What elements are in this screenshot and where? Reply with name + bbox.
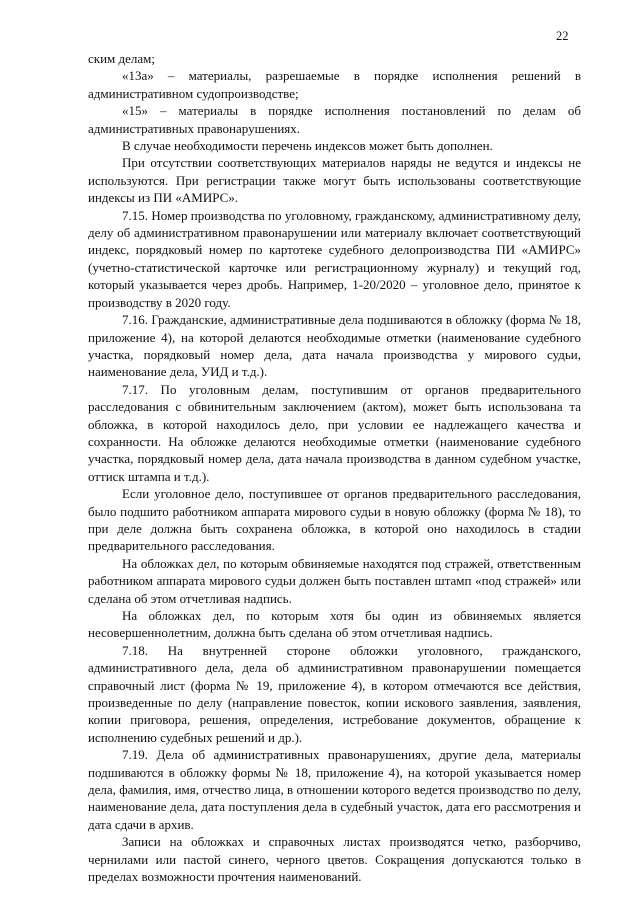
paragraph-records: Записи на обложках и справочных листах производятся четко, разборчиво, чернилами или пастой синего, черного цветов. Сокращения допускаются только в пределах возможности прочтения наименований.: [88, 834, 581, 885]
page-number: 22: [556, 29, 569, 43]
paragraph-7-18: 7.18. На внутренней стороне обложки уголовного, гражданского, административного дела, дела об административном правонарушении помещается справочный лист (форма № 19, приложение 4), в котором отмечаются все действия, произведенные по делу (направление повесток, копии искового заявления, заявления, копии приговора, решения, определения, истребование документов, обращение к исполнению судебных решений и др.).: [88, 642, 581, 745]
paragraph-7-19: 7.19. Дела об административных правонарушениях, другие дела, материалы подшиваются в обложку формы № 18, приложение 4), на которой указывается номер дела, фамилия, имя, отчество лица, в отношении которого ведется производство по делу, наименование дела, дата поступления дела в судебный участок, дата его рассмотрения и дата сдачи в архив.: [88, 747, 581, 832]
paragraph-index-13a: «13а» – материалы, разрешаемые в порядке исполнения решений в административном судопроизводстве;: [88, 68, 581, 101]
paragraph-new-cover: Если уголовное дело, поступившее от органов предварительного расследования, было подшито работником аппарата мирового судьи в новую обложку (форма № 18), то при деле должна быть сохранена обложка, в которой оно находилось в стадии предварительного расследования.: [88, 486, 581, 554]
paragraph-7-15: 7.15. Номер производства по уголовному, гражданскому, административному делу, делу об административном правонарушении или материалу включает соответствующий индекс, порядковый номер по картотеке судебного делопроизводства ПИ «АМИРС» (учетно-статистической карточке или регистрационному журналу) и текущий год, который указывается через дробь. Например, 1-20/2020 – уголовное дело, принятое к производству в 2020 году.: [88, 207, 581, 310]
paragraph-custody-stamp: На обложках дел, по которым обвиняемые находятся под стражей, ответственным работником аппарата мирового судьи должен быть поставлен штамп «под стражей» или сделана об этом отчетливая надпись.: [88, 555, 581, 606]
paragraph-continuation: ским делам;: [88, 51, 155, 66]
paragraph-7-17: 7.17. По уголовным делам, поступившим от органов предварительного расследования с обвинительным заключением (актом), может быть использована та обложка, в которой находилось дело, при условии ее надлежащего качества и сохранности. На обложке делаются необходимые отметки (наименование судебного участка, порядковый номер дела, дата начала производства в данном судебном участке, оттиск штампа и т.д.).: [88, 381, 581, 484]
paragraph-7-16: 7.16. Гражданские, административные дела подшиваются в обложку (форма № 18, приложение 4), на которой делаются необходимые отметки (наименование судебного участка, порядковый номер дела, дата начала производства у мирового судьи, наименование дела, УИД и т.д.).: [88, 312, 581, 380]
paragraph-index-extension: В случае необходимости перечень индексов может быть дополнен.: [122, 138, 493, 154]
paragraph-index-15: «15» – материалы в порядке исполнения постановлений по делам об административных правонарушениях.: [88, 103, 581, 136]
paragraph-no-materials: При отсутствии соответствующих материалов наряды не ведутся и индексы не используются. При регистрации также могут быть использованы соответствующие индексы из ПИ «АМИРС».: [88, 155, 581, 206]
paragraph-minor-note: На обложках дел, по которым хотя бы один из обвиняемых является несовершеннолетним, должна быть сделана об этом отчетливая надпись.: [88, 608, 581, 641]
document-body: [88, 50, 581, 886]
